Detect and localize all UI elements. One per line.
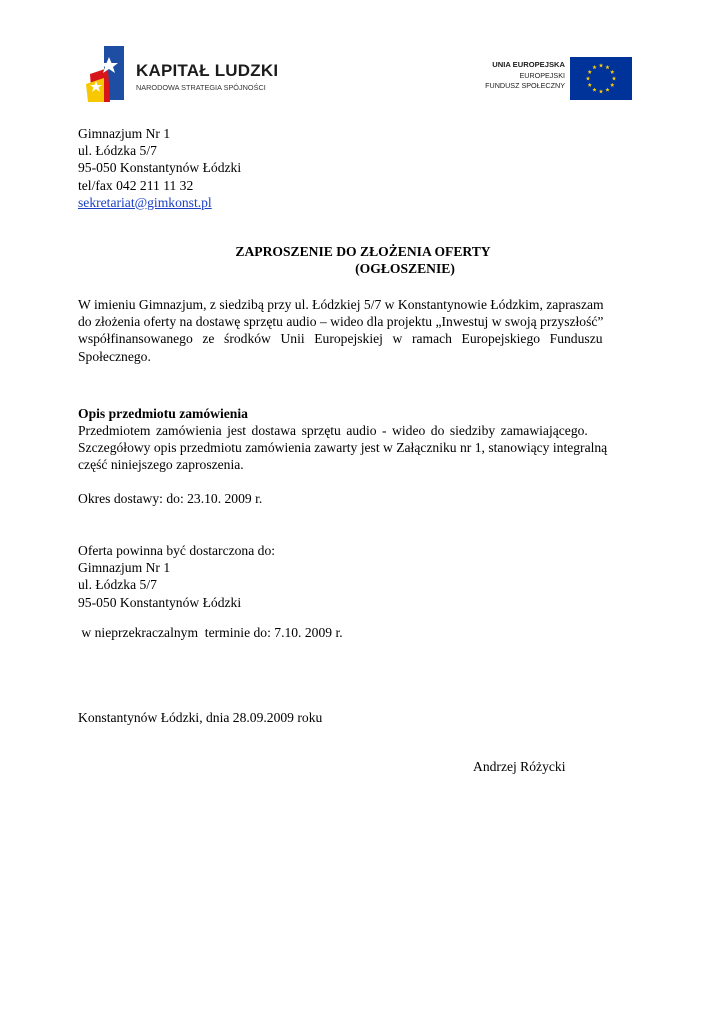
intro-line: Społecznego.	[78, 348, 151, 364]
title-line-1: ZAPROSZENIE DO ZŁOŻENIA OFERTY	[235, 244, 491, 259]
delivery-period: Okres dostawy: do: 23.10. 2009 r.	[78, 491, 263, 506]
place-date: Konstantynów Łódzki, dnia 28.09.2009 roku	[78, 710, 323, 725]
signature: Andrzej Różycki	[473, 759, 566, 774]
eu-line-1: UNIA EUROPEJSKA	[492, 60, 565, 69]
offer-street: ul. Łódzka 5/7	[78, 577, 157, 593]
kapital-ludzki-logo	[84, 44, 284, 104]
subject-heading: Opis przedmiotu zamówienia	[78, 406, 248, 421]
sender-address	[78, 125, 648, 211]
sender-name: Gimnazjum Nr 1	[78, 126, 171, 141]
intro-line: współfinansowanego ze środków Unii Europejskiej w ramach Europejskiego Funduszu	[78, 331, 603, 347]
eu-line-2: EUROPEJSKI	[519, 70, 565, 80]
document-title	[78, 243, 648, 277]
eu-line-3: FUNDUSZ SPOŁECZNY	[485, 81, 565, 90]
intro-line: W imieniu Gimnazjum, z siedzibą przy ul. Łódzkiej 5/7 w Konstantynowie Łódzkim, zapraszam	[78, 297, 604, 312]
offer-delivery-address	[78, 542, 275, 611]
subject-line: część niniejszego zaproszenia.	[78, 457, 244, 473]
subject-line: Szczegółowy opis przedmiotu zamówienia zawarty jest w Załączniku nr 1, stanowiący integralną	[78, 440, 608, 456]
sender-city: 95-050 Konstantynów Łódzki	[78, 160, 242, 176]
eu-logo-text	[485, 60, 565, 92]
eu-logo	[470, 57, 632, 101]
logo-subtitle: NARODOWA STRATEGIA SPÓJNOŚCI	[136, 83, 266, 92]
offer-name: Gimnazjum Nr 1	[78, 560, 171, 576]
subject-line: Przedmiotem zamówienia jest dostawa sprzętu audio - wideo do siedziby zamawiającego.	[78, 423, 588, 438]
deadline: w nieprzekraczalnym terminie do: 7.10. 2009 r.	[78, 625, 343, 640]
sender-street: ul. Łódzka 5/7	[78, 143, 157, 159]
intro-line: do złożenia oferty na dostawę sprzętu audio – wideo dla projektu „Inwestuj w swoją przyszłość”	[78, 314, 604, 330]
offer-intro: Oferta powinna być dostarczona do:	[78, 543, 276, 558]
kapital-ludzki-emblem-icon	[84, 44, 132, 104]
intro-paragraph	[78, 296, 648, 365]
eu-flag-icon	[570, 57, 632, 100]
logo-title: KAPITAŁ LUDZKI	[136, 61, 279, 80]
sender-phone: tel/fax 042 211 11 32	[78, 177, 194, 193]
subject-paragraph	[78, 422, 648, 474]
sender-email-link[interactable]: sekretariat@gimkonst.pl	[78, 194, 212, 210]
page-header	[0, 0, 724, 120]
title-line-2: (OGŁOSZENIE)	[355, 261, 455, 277]
offer-city: 95-050 Konstantynów Łódzki	[78, 594, 242, 610]
